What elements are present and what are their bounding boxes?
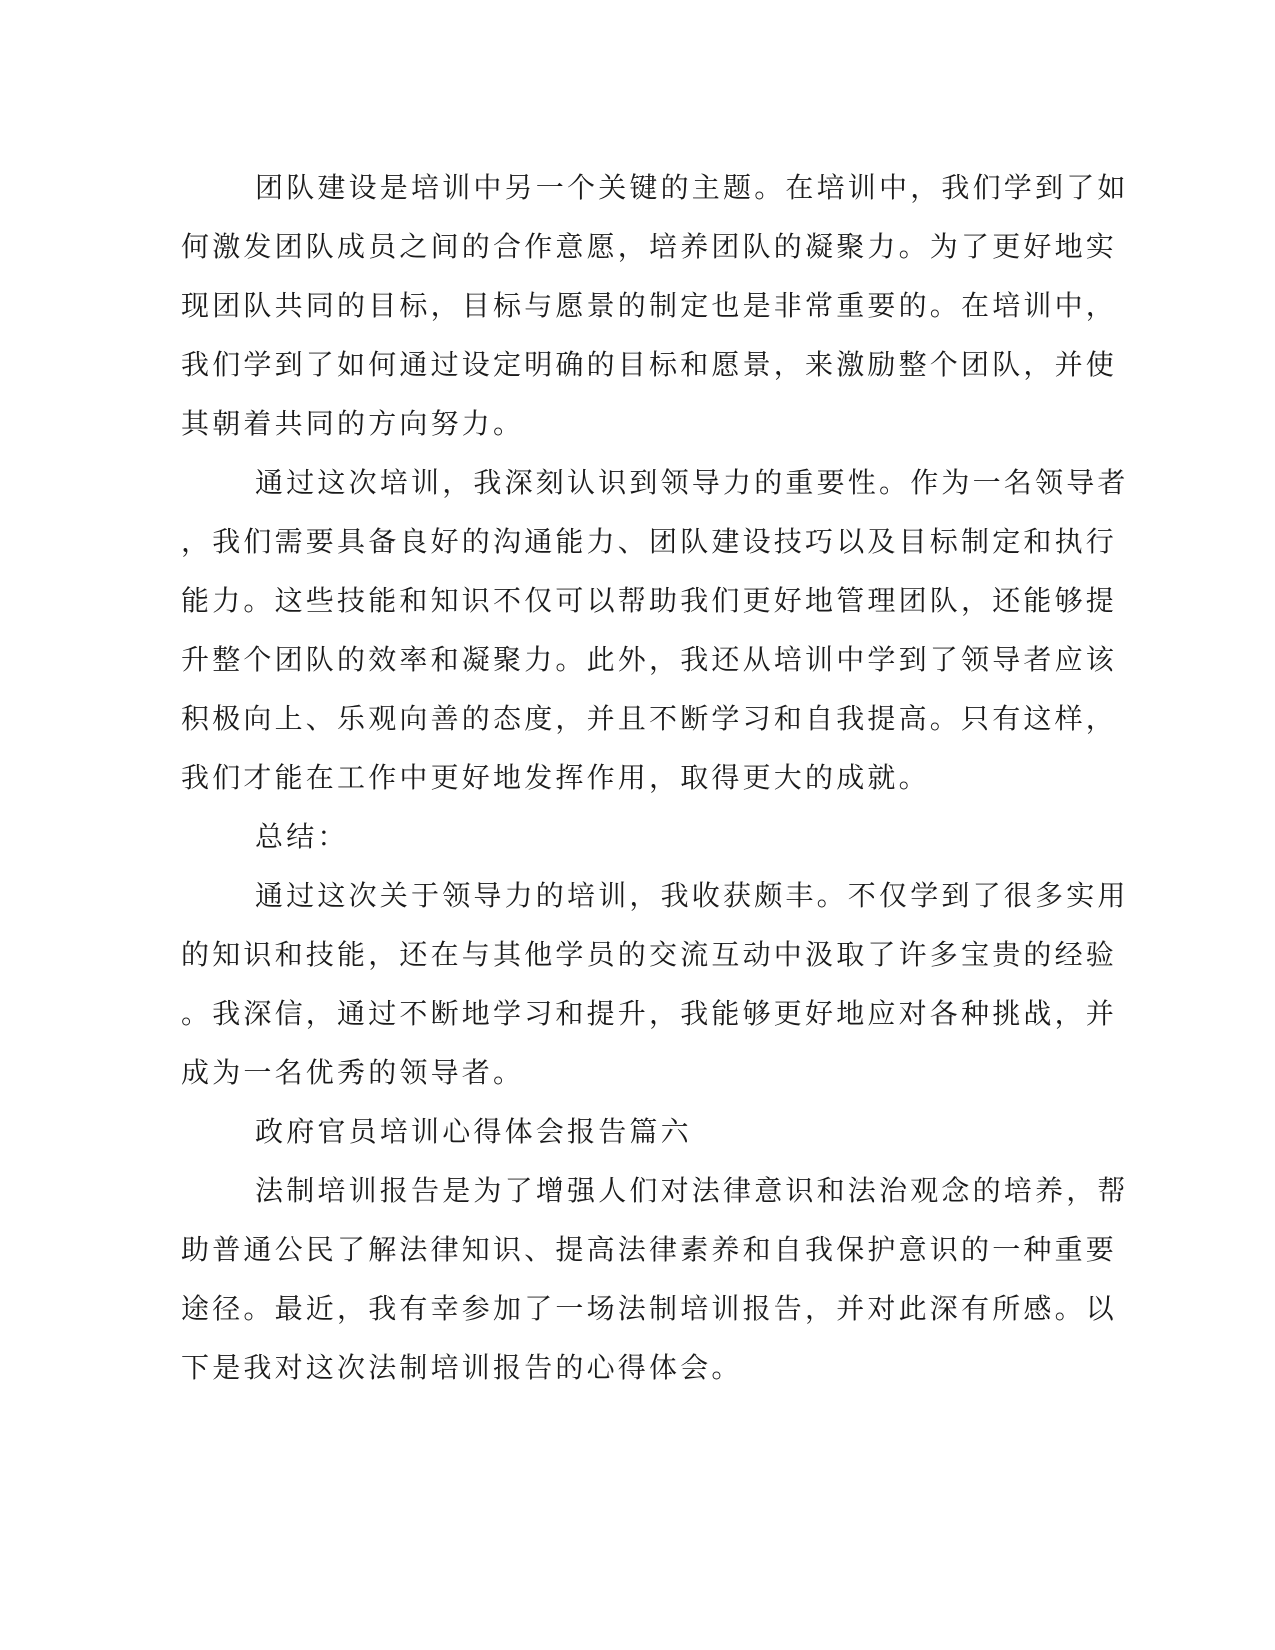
text-line: 成为一名优秀的领导者。 bbox=[181, 1056, 525, 1089]
text-line: 途径。最近，我有幸参加了一场法制培训报告，并对此深有所感。以 bbox=[181, 1292, 1118, 1325]
text-line: 何激发团队成员之间的合作意愿，培养团队的凝聚力。为了更好地实 bbox=[181, 230, 1118, 263]
text-line: 下是我对这次法制培训报告的心得体会。 bbox=[181, 1351, 743, 1384]
text-line: 总结： bbox=[255, 820, 349, 853]
section-heading bbox=[181, 1102, 1031, 1161]
text-line: 通过这次培训，我深刻认识到领导力的重要性。作为一名领导者 bbox=[255, 466, 1129, 499]
text-line: 助普通公民了解法律知识、提高法律素养和自我保护意识的一种重要 bbox=[181, 1233, 1118, 1266]
paragraph-leadership-importance bbox=[181, 453, 1129, 807]
paragraph-legal-training bbox=[181, 1161, 1129, 1397]
text-line: 能力。这些技能和知识不仅可以帮助我们更好地管理团队，还能够提 bbox=[181, 584, 1118, 617]
text-line: 。我深信，通过不断地学习和提升，我能够更好地应对各种挑战，并 bbox=[181, 997, 1118, 1030]
text-line: 其朝着共同的方向努力。 bbox=[181, 407, 525, 440]
text-line: 法制培训报告是为了增强人们对法律意识和法治观念的培养，帮 bbox=[255, 1174, 1129, 1207]
text-line: 升整个团队的效率和凝聚力。此外，我还从培训中学到了领导者应该 bbox=[181, 643, 1118, 676]
text-line: 现团队共同的目标，目标与愿景的制定也是非常重要的。在培训中， bbox=[181, 289, 1118, 322]
text-line: 政府官员培训心得体会报告篇六 bbox=[255, 1115, 692, 1148]
text-line: 积极向上、乐观向善的态度，并且不断学习和自我提高。只有这样， bbox=[181, 702, 1118, 735]
text-line: 通过这次关于领导力的培训，我收获颇丰。不仅学到了很多实用 bbox=[255, 879, 1129, 912]
document-body bbox=[181, 158, 1129, 1397]
text-line: 我们学到了如何通过设定明确的目标和愿景，来激励整个团队，并使 bbox=[181, 348, 1118, 381]
text-line: 团队建设是培训中另一个关键的主题。在培训中，我们学到了如 bbox=[255, 171, 1129, 204]
text-line: ，我们需要具备良好的沟通能力、团队建设技巧以及目标制定和执行 bbox=[181, 525, 1118, 558]
paragraph-summary bbox=[181, 866, 1129, 1102]
text-line: 的知识和技能，还在与其他学员的交流互动中汲取了许多宝贵的经验 bbox=[181, 938, 1118, 971]
text-line: 我们才能在工作中更好地发挥作用，取得更大的成就。 bbox=[181, 761, 930, 794]
paragraph-summary-heading bbox=[181, 807, 1031, 866]
paragraph-team-building bbox=[181, 158, 1129, 453]
